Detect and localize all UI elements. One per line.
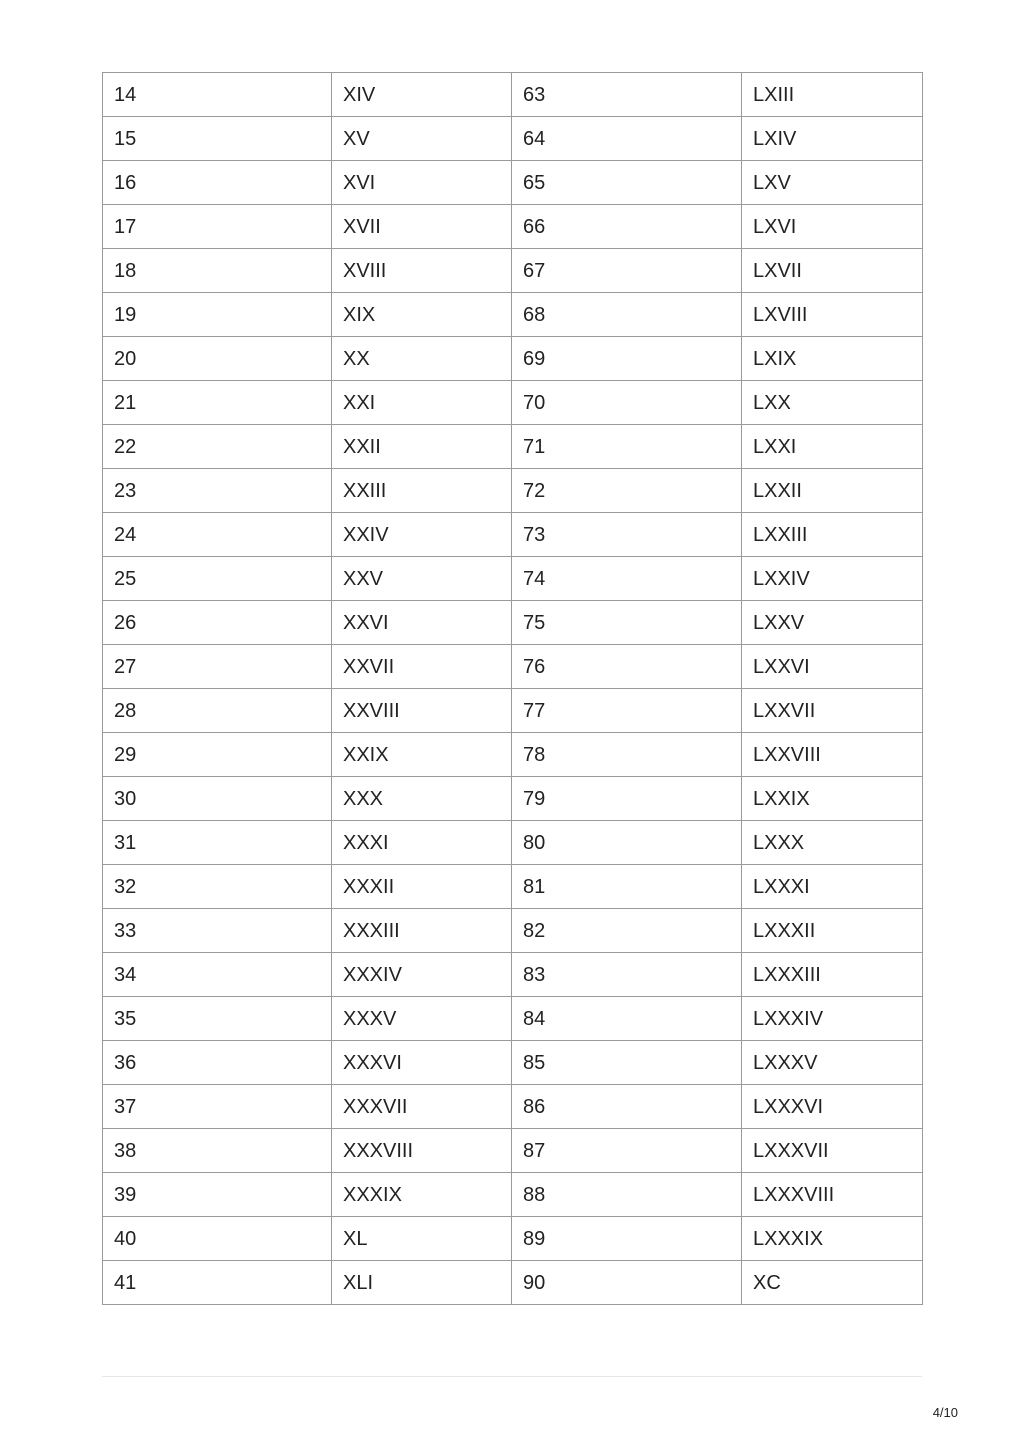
arabic-number-cell: 28 <box>103 689 332 733</box>
roman-numeral-cell: LXXVII <box>742 689 923 733</box>
roman-numeral-cell: LXVII <box>742 249 923 293</box>
roman-numeral-cell: XL <box>332 1217 512 1261</box>
table-row <box>103 1041 923 1085</box>
arabic-number-cell: 27 <box>103 645 332 689</box>
roman-numeral-cell: LXXVI <box>742 645 923 689</box>
table-row <box>103 117 923 161</box>
arabic-number-cell: 88 <box>512 1173 742 1217</box>
arabic-number-cell: 68 <box>512 293 742 337</box>
arabic-number-cell: 79 <box>512 777 742 821</box>
roman-numeral-cell: LXXVIII <box>742 733 923 777</box>
table-row <box>103 777 923 821</box>
arabic-number-cell: 75 <box>512 601 742 645</box>
roman-numeral-cell: LXXXVII <box>742 1129 923 1173</box>
table-row <box>103 645 923 689</box>
arabic-number-cell: 16 <box>103 161 332 205</box>
table-row <box>103 1217 923 1261</box>
arabic-number-cell: 83 <box>512 953 742 997</box>
roman-numeral-cell: XXXV <box>332 997 512 1041</box>
roman-numeral-cell: XVIII <box>332 249 512 293</box>
arabic-number-cell: 36 <box>103 1041 332 1085</box>
roman-numeral-cell: XLI <box>332 1261 512 1305</box>
roman-numeral-cell: LXXXII <box>742 909 923 953</box>
arabic-number-cell: 15 <box>103 117 332 161</box>
arabic-number-cell: 34 <box>103 953 332 997</box>
arabic-number-cell: 25 <box>103 557 332 601</box>
arabic-number-cell: 14 <box>103 73 332 117</box>
arabic-number-cell: 31 <box>103 821 332 865</box>
table-row <box>103 733 923 777</box>
roman-numeral-cell: LXXIX <box>742 777 923 821</box>
roman-numeral-cell: LXIII <box>742 73 923 117</box>
arabic-number-cell: 81 <box>512 865 742 909</box>
table-row <box>103 381 923 425</box>
arabic-number-cell: 22 <box>103 425 332 469</box>
arabic-number-cell: 30 <box>103 777 332 821</box>
arabic-number-cell: 33 <box>103 909 332 953</box>
arabic-number-cell: 63 <box>512 73 742 117</box>
arabic-number-cell: 85 <box>512 1041 742 1085</box>
roman-numeral-cell: XXI <box>332 381 512 425</box>
roman-numeral-cell: XXX <box>332 777 512 821</box>
roman-numeral-cell: LXXXIV <box>742 997 923 1041</box>
arabic-number-cell: 69 <box>512 337 742 381</box>
arabic-number-cell: 24 <box>103 513 332 557</box>
roman-numeral-cell: LXIV <box>742 117 923 161</box>
table-row <box>103 513 923 557</box>
arabic-number-cell: 29 <box>103 733 332 777</box>
roman-numeral-cell: XC <box>742 1261 923 1305</box>
roman-numeral-cell: LXX <box>742 381 923 425</box>
table-row <box>103 557 923 601</box>
roman-numeral-cell: LXXIII <box>742 513 923 557</box>
roman-numeral-cell: LXXXVI <box>742 1085 923 1129</box>
arabic-number-cell: 37 <box>103 1085 332 1129</box>
roman-numeral-cell: LXXIV <box>742 557 923 601</box>
roman-numeral-cell: XXVI <box>332 601 512 645</box>
table-row <box>103 689 923 733</box>
roman-numeral-cell: XXXI <box>332 821 512 865</box>
table-row <box>103 1085 923 1129</box>
arabic-number-cell: 78 <box>512 733 742 777</box>
arabic-number-cell: 76 <box>512 645 742 689</box>
table-row <box>103 909 923 953</box>
arabic-number-cell: 40 <box>103 1217 332 1261</box>
roman-numeral-cell: XV <box>332 117 512 161</box>
table-row <box>103 1261 923 1305</box>
arabic-number-cell: 86 <box>512 1085 742 1129</box>
roman-numeral-cell: LXXV <box>742 601 923 645</box>
arabic-number-cell: 73 <box>512 513 742 557</box>
arabic-number-cell: 66 <box>512 205 742 249</box>
arabic-number-cell: 80 <box>512 821 742 865</box>
arabic-number-cell: 19 <box>103 293 332 337</box>
roman-numeral-table <box>102 72 923 1305</box>
page-number: 4/10 <box>932 1405 958 1420</box>
table-row <box>103 161 923 205</box>
roman-numeral-cell: LXVI <box>742 205 923 249</box>
arabic-number-cell: 32 <box>103 865 332 909</box>
table-row <box>103 205 923 249</box>
roman-numeral-cell: LXVIII <box>742 293 923 337</box>
roman-numeral-cell: LXXXVIII <box>742 1173 923 1217</box>
arabic-number-cell: 87 <box>512 1129 742 1173</box>
arabic-number-cell: 74 <box>512 557 742 601</box>
table-row <box>103 821 923 865</box>
roman-numeral-cell: XXIII <box>332 469 512 513</box>
roman-numeral-cell: XVII <box>332 205 512 249</box>
table-row <box>103 1173 923 1217</box>
table-row <box>103 469 923 513</box>
roman-numeral-cell: LXXX <box>742 821 923 865</box>
arabic-number-cell: 71 <box>512 425 742 469</box>
roman-numeral-cell: XVI <box>332 161 512 205</box>
roman-numeral-cell: LXXII <box>742 469 923 513</box>
roman-numeral-cell: XXXIV <box>332 953 512 997</box>
arabic-number-cell: 18 <box>103 249 332 293</box>
roman-numeral-cell: LXXI <box>742 425 923 469</box>
arabic-number-cell: 90 <box>512 1261 742 1305</box>
table-row <box>103 601 923 645</box>
roman-numeral-cell: XXII <box>332 425 512 469</box>
roman-numeral-cell: XXV <box>332 557 512 601</box>
arabic-number-cell: 77 <box>512 689 742 733</box>
roman-numeral-cell: LXXXI <box>742 865 923 909</box>
roman-numeral-cell: LXXXIII <box>742 953 923 997</box>
table-row <box>103 425 923 469</box>
arabic-number-cell: 23 <box>103 469 332 513</box>
arabic-number-cell: 84 <box>512 997 742 1041</box>
roman-numeral-cell: XXXVIII <box>332 1129 512 1173</box>
roman-numeral-cell: XXXII <box>332 865 512 909</box>
table-body <box>103 73 923 1305</box>
arabic-number-cell: 38 <box>103 1129 332 1173</box>
roman-numeral-cell: XXXIX <box>332 1173 512 1217</box>
arabic-number-cell: 26 <box>103 601 332 645</box>
table-row <box>103 337 923 381</box>
roman-numeral-cell: XXXVII <box>332 1085 512 1129</box>
roman-numeral-cell: XXXIII <box>332 909 512 953</box>
roman-numeral-cell: XXIV <box>332 513 512 557</box>
table-row <box>103 293 923 337</box>
roman-numeral-cell: LXXXIX <box>742 1217 923 1261</box>
arabic-number-cell: 41 <box>103 1261 332 1305</box>
arabic-number-cell: 21 <box>103 381 332 425</box>
table-row <box>103 1129 923 1173</box>
roman-numeral-cell: XXVII <box>332 645 512 689</box>
table-row <box>103 73 923 117</box>
roman-numeral-cell: XXXVI <box>332 1041 512 1085</box>
roman-numeral-cell: LXV <box>742 161 923 205</box>
arabic-number-cell: 35 <box>103 997 332 1041</box>
arabic-number-cell: 20 <box>103 337 332 381</box>
table-row <box>103 997 923 1041</box>
table-row <box>103 865 923 909</box>
arabic-number-cell: 70 <box>512 381 742 425</box>
roman-numeral-cell: XXIX <box>332 733 512 777</box>
arabic-number-cell: 89 <box>512 1217 742 1261</box>
arabic-number-cell: 17 <box>103 205 332 249</box>
roman-numeral-cell: XIV <box>332 73 512 117</box>
roman-numeral-cell: XXVIII <box>332 689 512 733</box>
table-divider <box>102 1376 922 1377</box>
arabic-number-cell: 64 <box>512 117 742 161</box>
table-row <box>103 249 923 293</box>
table-row <box>103 953 923 997</box>
arabic-number-cell: 65 <box>512 161 742 205</box>
roman-numeral-cell: LXIX <box>742 337 923 381</box>
arabic-number-cell: 39 <box>103 1173 332 1217</box>
arabic-number-cell: 67 <box>512 249 742 293</box>
arabic-number-cell: 72 <box>512 469 742 513</box>
arabic-number-cell: 82 <box>512 909 742 953</box>
roman-numeral-cell: XIX <box>332 293 512 337</box>
roman-numeral-cell: LXXXV <box>742 1041 923 1085</box>
roman-numeral-cell: XX <box>332 337 512 381</box>
